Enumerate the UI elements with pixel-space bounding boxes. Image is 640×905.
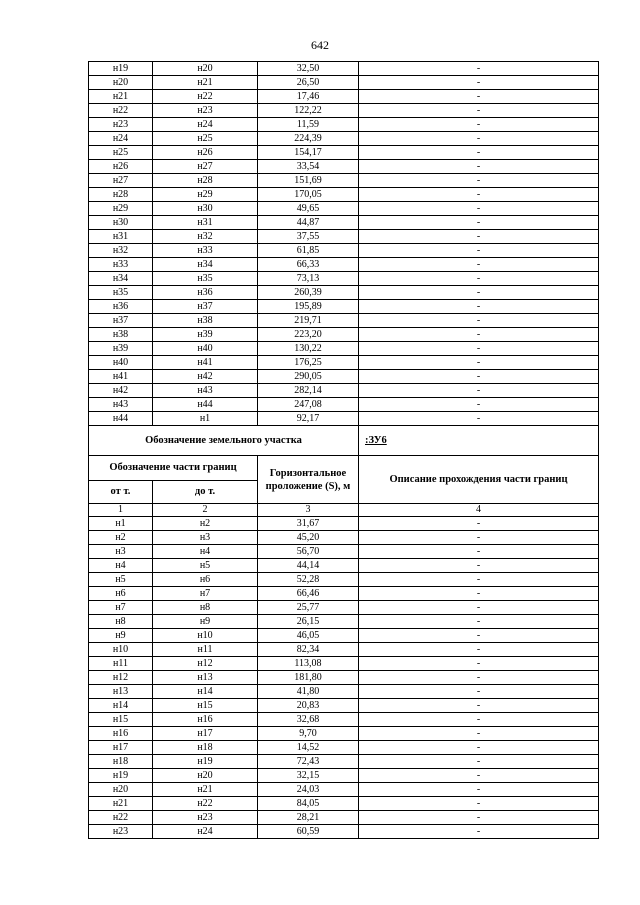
table-row bbox=[89, 615, 599, 629]
continued-rows bbox=[89, 62, 599, 426]
length-cell: 66,46 bbox=[258, 587, 359, 601]
table-row bbox=[89, 216, 599, 230]
table-row bbox=[89, 202, 599, 216]
to-point-cell: н35 bbox=[153, 272, 258, 286]
to-point-cell: н39 bbox=[153, 328, 258, 342]
length-cell: 32,15 bbox=[258, 769, 359, 783]
description-cell: - bbox=[359, 615, 599, 629]
from-point-cell: н10 bbox=[89, 643, 153, 657]
description-cell: - bbox=[359, 174, 599, 188]
description-cell: - bbox=[359, 741, 599, 755]
land-plot-code: :ЗУ6 bbox=[365, 434, 387, 446]
from-point-cell: н39 bbox=[89, 342, 153, 356]
table-row bbox=[89, 643, 599, 657]
length-cell: 223,20 bbox=[258, 328, 359, 342]
description-cell: - bbox=[359, 727, 599, 741]
description-cell: - bbox=[359, 587, 599, 601]
to-point-cell: н44 bbox=[153, 398, 258, 412]
from-point-cell: н6 bbox=[89, 587, 153, 601]
length-cell: 17,46 bbox=[258, 90, 359, 104]
table-row bbox=[89, 727, 599, 741]
to-point-cell: н31 bbox=[153, 216, 258, 230]
length-cell: 49,65 bbox=[258, 202, 359, 216]
from-point-cell: н18 bbox=[89, 755, 153, 769]
from-point-cell: н36 bbox=[89, 300, 153, 314]
description-cell: - bbox=[359, 370, 599, 384]
from-point-cell: н23 bbox=[89, 825, 153, 839]
length-cell: 61,85 bbox=[258, 244, 359, 258]
table-row bbox=[89, 132, 599, 146]
table-row bbox=[89, 671, 599, 685]
description-cell: - bbox=[359, 573, 599, 587]
length-cell: 26,50 bbox=[258, 76, 359, 90]
table-row bbox=[89, 783, 599, 797]
from-point-cell: н20 bbox=[89, 783, 153, 797]
description-cell: - bbox=[359, 769, 599, 783]
to-point-cell: н34 bbox=[153, 258, 258, 272]
table-row bbox=[89, 811, 599, 825]
to-point-cell: н37 bbox=[153, 300, 258, 314]
length-cell: 73,13 bbox=[258, 272, 359, 286]
length-cell: 176,25 bbox=[258, 356, 359, 370]
table-row bbox=[89, 328, 599, 342]
length-cell: 9,70 bbox=[258, 727, 359, 741]
description-cell: - bbox=[359, 328, 599, 342]
length-cell: 181,80 bbox=[258, 671, 359, 685]
length-cell: 260,39 bbox=[258, 286, 359, 300]
description-cell: - bbox=[359, 531, 599, 545]
to-point-cell: н13 bbox=[153, 671, 258, 685]
description-cell: - bbox=[359, 671, 599, 685]
from-point-cell: н32 bbox=[89, 244, 153, 258]
column-number: 4 bbox=[359, 504, 599, 517]
length-cell: 37,55 bbox=[258, 230, 359, 244]
table-row bbox=[89, 559, 599, 573]
length-cell: 44,14 bbox=[258, 559, 359, 573]
from-point-cell: н3 bbox=[89, 545, 153, 559]
description-cell: - bbox=[359, 118, 599, 132]
section-rows bbox=[89, 517, 599, 839]
description-cell: - bbox=[359, 286, 599, 300]
length-cell: 60,59 bbox=[258, 825, 359, 839]
length-cell: 45,20 bbox=[258, 531, 359, 545]
length-cell: 32,50 bbox=[258, 62, 359, 76]
table-row bbox=[89, 258, 599, 272]
from-point-cell: н5 bbox=[89, 573, 153, 587]
description-cell: - bbox=[359, 643, 599, 657]
to-point-cell: н25 bbox=[153, 132, 258, 146]
description-cell: - bbox=[359, 160, 599, 174]
from-point-cell: н25 bbox=[89, 146, 153, 160]
description-cell: - bbox=[359, 356, 599, 370]
from-point-cell: н11 bbox=[89, 657, 153, 671]
description-cell: - bbox=[359, 517, 599, 531]
from-point-cell: н8 bbox=[89, 615, 153, 629]
from-point-cell: н41 bbox=[89, 370, 153, 384]
to-point-cell: н9 bbox=[153, 615, 258, 629]
length-cell: 14,52 bbox=[258, 741, 359, 755]
table-row bbox=[89, 62, 599, 76]
from-point-cell: н26 bbox=[89, 160, 153, 174]
parts-designation-header: Обозначение части границ bbox=[89, 456, 258, 481]
to-point-cell: н8 bbox=[153, 601, 258, 615]
to-point-cell: н18 bbox=[153, 741, 258, 755]
from-point-cell: н30 bbox=[89, 216, 153, 230]
length-cell: 151,69 bbox=[258, 174, 359, 188]
table-row bbox=[89, 769, 599, 783]
to-point-cell: н4 bbox=[153, 545, 258, 559]
from-point-cell: н19 bbox=[89, 769, 153, 783]
length-cell: 282,14 bbox=[258, 384, 359, 398]
to-point-cell: н41 bbox=[153, 356, 258, 370]
description-cell: - bbox=[359, 657, 599, 671]
description-cell: - bbox=[359, 314, 599, 328]
from-point-cell: н44 bbox=[89, 412, 153, 426]
table-row bbox=[89, 657, 599, 671]
to-point-cell: н30 bbox=[153, 202, 258, 216]
table-row bbox=[89, 188, 599, 202]
length-cell: 33,54 bbox=[258, 160, 359, 174]
description-cell: - bbox=[359, 258, 599, 272]
from-point-cell: н4 bbox=[89, 559, 153, 573]
to-point-cell: н33 bbox=[153, 244, 258, 258]
column-number-row bbox=[89, 504, 599, 517]
length-cell: 25,77 bbox=[258, 601, 359, 615]
length-cell: 52,28 bbox=[258, 573, 359, 587]
to-point-cell: н20 bbox=[153, 769, 258, 783]
length-cell: 170,05 bbox=[258, 188, 359, 202]
column-number: 2 bbox=[153, 504, 258, 517]
description-cell: - bbox=[359, 811, 599, 825]
to-point-cell: н16 bbox=[153, 713, 258, 727]
column-number: 1 bbox=[89, 504, 153, 517]
land-plot-code-cell bbox=[359, 426, 599, 456]
table-row bbox=[89, 629, 599, 643]
table-row bbox=[89, 573, 599, 587]
length-cell: 46,05 bbox=[258, 629, 359, 643]
header-row-1 bbox=[89, 456, 599, 481]
length-cell: 24,03 bbox=[258, 783, 359, 797]
from-point-cell: н43 bbox=[89, 398, 153, 412]
table-row bbox=[89, 517, 599, 531]
table-row bbox=[89, 545, 599, 559]
description-header: Описание прохождения части границ bbox=[359, 456, 599, 504]
description-cell: - bbox=[359, 300, 599, 314]
description-cell: - bbox=[359, 230, 599, 244]
to-point-cell: н28 bbox=[153, 174, 258, 188]
description-cell: - bbox=[359, 272, 599, 286]
length-cell: 92,17 bbox=[258, 412, 359, 426]
to-point-cell: н23 bbox=[153, 104, 258, 118]
length-cell: 195,89 bbox=[258, 300, 359, 314]
to-point-cell: н29 bbox=[153, 188, 258, 202]
description-cell: - bbox=[359, 216, 599, 230]
description-cell: - bbox=[359, 601, 599, 615]
description-cell: - bbox=[359, 699, 599, 713]
table-row bbox=[89, 825, 599, 839]
length-cell: 41,80 bbox=[258, 685, 359, 699]
to-point-cell: н24 bbox=[153, 825, 258, 839]
from-point-cell: н40 bbox=[89, 356, 153, 370]
table-row bbox=[89, 90, 599, 104]
description-cell: - bbox=[359, 342, 599, 356]
table-row bbox=[89, 146, 599, 160]
description-cell: - bbox=[359, 783, 599, 797]
table-row bbox=[89, 699, 599, 713]
to-point-cell: н19 bbox=[153, 755, 258, 769]
to-point-cell: н26 bbox=[153, 146, 258, 160]
description-cell: - bbox=[359, 559, 599, 573]
table-row bbox=[89, 587, 599, 601]
from-point-cell: н27 bbox=[89, 174, 153, 188]
to-point-cell: н1 bbox=[153, 412, 258, 426]
to-point-header: до т. bbox=[153, 481, 258, 504]
to-point-cell: н11 bbox=[153, 643, 258, 657]
length-cell: 84,05 bbox=[258, 797, 359, 811]
to-point-cell: н22 bbox=[153, 797, 258, 811]
length-cell: 130,22 bbox=[258, 342, 359, 356]
length-cell: 224,39 bbox=[258, 132, 359, 146]
length-cell: 82,34 bbox=[258, 643, 359, 657]
length-cell: 56,70 bbox=[258, 545, 359, 559]
table-row bbox=[89, 230, 599, 244]
from-point-cell: н29 bbox=[89, 202, 153, 216]
table-row bbox=[89, 314, 599, 328]
table-row bbox=[89, 412, 599, 426]
land-plot-header bbox=[89, 426, 599, 517]
length-cell: 26,15 bbox=[258, 615, 359, 629]
table-row bbox=[89, 797, 599, 811]
from-point-cell: н23 bbox=[89, 118, 153, 132]
from-point-cell: н34 bbox=[89, 272, 153, 286]
from-point-cell: н19 bbox=[89, 62, 153, 76]
description-cell: - bbox=[359, 188, 599, 202]
length-cell: 20,83 bbox=[258, 699, 359, 713]
from-point-cell: н7 bbox=[89, 601, 153, 615]
from-point-cell: н9 bbox=[89, 629, 153, 643]
length-cell: 247,08 bbox=[258, 398, 359, 412]
land-plot-label: Обозначение земельного участка bbox=[89, 426, 359, 456]
column-number: 3 bbox=[258, 504, 359, 517]
from-point-cell: н15 bbox=[89, 713, 153, 727]
table-row bbox=[89, 741, 599, 755]
table-row bbox=[89, 384, 599, 398]
table-row bbox=[89, 118, 599, 132]
to-point-cell: н12 bbox=[153, 657, 258, 671]
from-point-cell: н1 bbox=[89, 517, 153, 531]
description-cell: - bbox=[359, 146, 599, 160]
from-point-cell: н20 bbox=[89, 76, 153, 90]
land-plot-row bbox=[89, 426, 599, 456]
table-row bbox=[89, 174, 599, 188]
description-cell: - bbox=[359, 104, 599, 118]
description-cell: - bbox=[359, 713, 599, 727]
description-cell: - bbox=[359, 629, 599, 643]
length-cell: 113,08 bbox=[258, 657, 359, 671]
table-row bbox=[89, 685, 599, 699]
description-cell: - bbox=[359, 132, 599, 146]
from-point-cell: н14 bbox=[89, 699, 153, 713]
length-cell: 28,21 bbox=[258, 811, 359, 825]
to-point-cell: н22 bbox=[153, 90, 258, 104]
table-row bbox=[89, 370, 599, 384]
table-row bbox=[89, 244, 599, 258]
description-cell: - bbox=[359, 244, 599, 258]
description-cell: - bbox=[359, 90, 599, 104]
to-point-cell: н14 bbox=[153, 685, 258, 699]
from-point-cell: н22 bbox=[89, 811, 153, 825]
to-point-cell: н5 bbox=[153, 559, 258, 573]
from-point-header: от т. bbox=[89, 481, 153, 504]
table-row bbox=[89, 286, 599, 300]
to-point-cell: н2 bbox=[153, 517, 258, 531]
table-row bbox=[89, 342, 599, 356]
to-point-cell: н38 bbox=[153, 314, 258, 328]
to-point-cell: н27 bbox=[153, 160, 258, 174]
from-point-cell: н17 bbox=[89, 741, 153, 755]
to-point-cell: н32 bbox=[153, 230, 258, 244]
from-point-cell: н22 bbox=[89, 104, 153, 118]
length-cell: 32,68 bbox=[258, 713, 359, 727]
from-point-cell: н16 bbox=[89, 727, 153, 741]
from-point-cell: н37 bbox=[89, 314, 153, 328]
table-row bbox=[89, 601, 599, 615]
from-point-cell: н21 bbox=[89, 90, 153, 104]
description-cell: - bbox=[359, 62, 599, 76]
to-point-cell: н21 bbox=[153, 76, 258, 90]
table-row bbox=[89, 713, 599, 727]
table-row bbox=[89, 272, 599, 286]
from-point-cell: н2 bbox=[89, 531, 153, 545]
description-cell: - bbox=[359, 412, 599, 426]
description-cell: - bbox=[359, 825, 599, 839]
table-row bbox=[89, 76, 599, 90]
length-cell: 290,05 bbox=[258, 370, 359, 384]
length-cell: 31,67 bbox=[258, 517, 359, 531]
table-row bbox=[89, 531, 599, 545]
length-cell: 122,22 bbox=[258, 104, 359, 118]
from-point-cell: н31 bbox=[89, 230, 153, 244]
to-point-cell: н6 bbox=[153, 573, 258, 587]
length-cell: 219,71 bbox=[258, 314, 359, 328]
from-point-cell: н13 bbox=[89, 685, 153, 699]
to-point-cell: н15 bbox=[153, 699, 258, 713]
description-cell: - bbox=[359, 797, 599, 811]
horizontal-length-header: Горизонтальное проложение (S), м bbox=[258, 456, 359, 504]
from-point-cell: н28 bbox=[89, 188, 153, 202]
description-cell: - bbox=[359, 755, 599, 769]
to-point-cell: н24 bbox=[153, 118, 258, 132]
length-cell: 11,59 bbox=[258, 118, 359, 132]
from-point-cell: н42 bbox=[89, 384, 153, 398]
from-point-cell: н24 bbox=[89, 132, 153, 146]
description-cell: - bbox=[359, 76, 599, 90]
page-number: 642 bbox=[311, 38, 329, 52]
to-point-cell: н42 bbox=[153, 370, 258, 384]
length-cell: 66,33 bbox=[258, 258, 359, 272]
from-point-cell: н33 bbox=[89, 258, 153, 272]
boundary-table bbox=[88, 61, 599, 839]
to-point-cell: н36 bbox=[153, 286, 258, 300]
description-cell: - bbox=[359, 545, 599, 559]
description-cell: - bbox=[359, 398, 599, 412]
from-point-cell: н38 bbox=[89, 328, 153, 342]
description-cell: - bbox=[359, 202, 599, 216]
to-point-cell: н43 bbox=[153, 384, 258, 398]
table-row bbox=[89, 160, 599, 174]
table-row bbox=[89, 398, 599, 412]
from-point-cell: н21 bbox=[89, 797, 153, 811]
to-point-cell: н40 bbox=[153, 342, 258, 356]
table-row bbox=[89, 300, 599, 314]
to-point-cell: н3 bbox=[153, 531, 258, 545]
to-point-cell: н21 bbox=[153, 783, 258, 797]
length-cell: 44,87 bbox=[258, 216, 359, 230]
table-row bbox=[89, 104, 599, 118]
to-point-cell: н10 bbox=[153, 629, 258, 643]
description-cell: - bbox=[359, 384, 599, 398]
to-point-cell: н20 bbox=[153, 62, 258, 76]
from-point-cell: н12 bbox=[89, 671, 153, 685]
table-row bbox=[89, 356, 599, 370]
to-point-cell: н7 bbox=[153, 587, 258, 601]
table-row bbox=[89, 755, 599, 769]
length-cell: 72,43 bbox=[258, 755, 359, 769]
to-point-cell: н23 bbox=[153, 811, 258, 825]
description-cell: - bbox=[359, 685, 599, 699]
length-cell: 154,17 bbox=[258, 146, 359, 160]
to-point-cell: н17 bbox=[153, 727, 258, 741]
from-point-cell: н35 bbox=[89, 286, 153, 300]
